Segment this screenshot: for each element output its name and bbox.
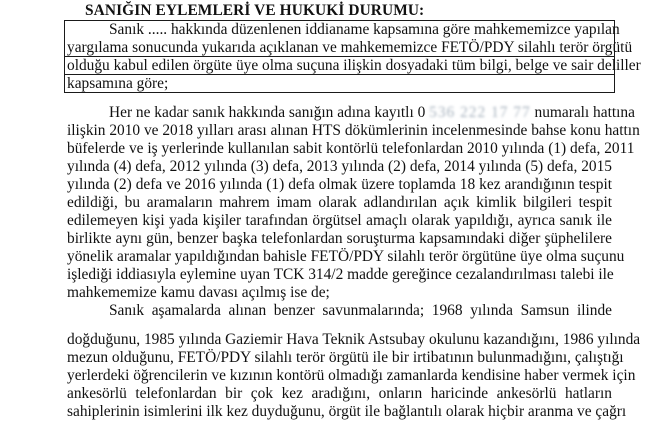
paragraph-line: Sanık ..... hakkında düzenlenen iddianame kapsamına göre mahkememizce yapılan [109,21,620,38]
redacted-phone-number: 536 222 17 77 [429,104,531,121]
paragraph-line: işlediği iddiasıyla eylemine uyan TCK 314/2 madde gereğince cezalandırılması talebi ile [67,266,614,283]
paragraph-line: mahkememize kamu davası açılmış ise de; [67,284,330,301]
paragraph-line: ilişkin 2010 ve 2018 yılları arası alınan HTS dökümlerinin incelenmesinde bahse konu hattın [67,122,640,139]
paragraph-line: Sanık aşamalarda alınan benzer savunmalarında; 1968 yılında Samsun ilinde [109,302,612,319]
paragraph-line: doğduğunu, 1985 yılında Gaziemir Hava Teknik Astsubay okulunu kazandığını, 1986 yılında [67,331,641,348]
paragraph-line: yılında (4) defa, 2012 yılında (3) defa, 2013 yılında (2) defa, 2014 yılında (5) defa, 2015 [67,158,612,175]
paragraph-line: yönelik aramalar yapıldığından bahisle FETÖ/PDY silahlı terör örgütüne üye olma suçunu [67,248,625,265]
paragraph-text: numaralı hattına [534,104,635,121]
paragraph-line: yerlerdeki öğrencilerin ve kızının kontörü olmadığı zamanlarda kendisine haber vermek için [67,367,636,384]
paragraph-text: Her ne kadar sanık hakkında sanığın adına kayıtlı 0 [109,104,426,121]
paragraph-line: ankesörlü telefonlardan bir çok kez aradığını, onların haricinde ankesörlü hatların [67,385,612,402]
paragraph-line-with-redaction [109,104,635,122]
paragraph-line: yılında (2) defa ve 2016 yılında (1) defa olmak üzere toplamda 18 kez arandığının tespit [67,176,612,193]
paragraph-line: büfelerde ve iş yerlerinde kullanılan sabit kontörlü telefonlardan 2010 yılında (1) defa, 2011 [67,140,635,157]
paragraph-line: sahiplerinin isimlerini ilk kez duyduğunu, örgüt ile bağlantılı olarak hiçbir aranma ve çağrı [67,403,627,420]
section-heading: SANIĞIN EYLEMLERİ VE HUKUKİ DURUMU: [85,2,425,19]
paragraph-line: birlikte aynı gün, benzer başka telefonlardan soruşturma kapsamındaki diğer şüphelilere [67,230,612,247]
paragraph-line: olduğu kabul edilen örgüte üye olma suçuna ilişkin dosyadaki tüm bilgi, belge ve sair deliller [67,57,641,74]
paragraph-line: kapsamına göre; [67,75,169,92]
paragraph-line: mezun olduğunu, FETÖ/PDY silahlı terör örgütü ile bir irtibatının bulunmadığını, çalıştığı [67,349,624,366]
paragraph-line: edildiği, bu aramaların mahrem imam olarak adlandırılan açık kimlik bilgileri tespit [67,194,612,211]
paragraph-line: edilemeyen kişi yada kişiler tarafından örgütsel amaçlı olarak yapıldığı, ayrıca sanık ile [67,212,612,229]
paragraph-line: yargılama sonucunda yukarıda açıklanan ve mahkememizce FETÖ/PDY silahlı terör örgütü [67,39,633,56]
